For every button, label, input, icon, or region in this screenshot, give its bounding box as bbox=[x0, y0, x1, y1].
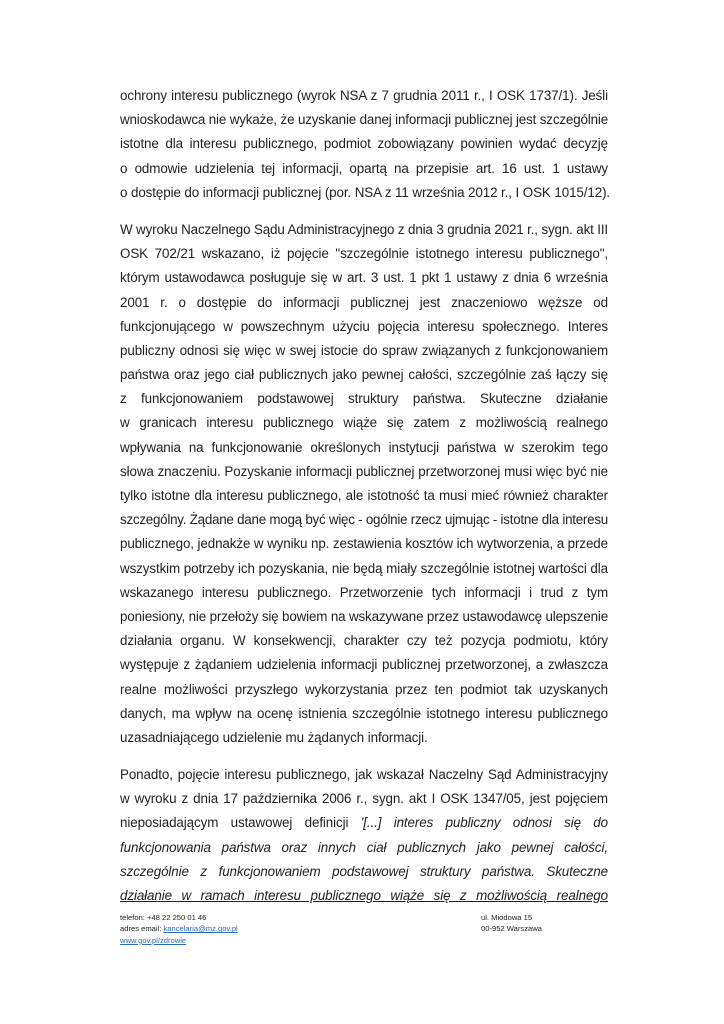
paragraph-3 bbox=[120, 763, 608, 908]
plain-text: nieposiadającym ustawowej definicji bbox=[120, 815, 361, 831]
text-line: działania organu. W konsekwencji, charakter czy też pozycja podmiotu, który bbox=[120, 633, 608, 649]
quoted-line: szczególnie z funkcjonowaniem podstawowej struktury państwa. Skuteczne bbox=[120, 863, 608, 879]
text-line: w wyroku z dnia 17 października 2006 r., sygn. akt I OSK 1347/05, jest pojęciem bbox=[120, 791, 608, 807]
text-line: uzasadniającego udzielenie mu żądanych informacji. bbox=[120, 729, 428, 745]
text-line: ochrony interesu publicznego (wyrok NSA z 7 grudnia 2011 r., I OSK 1737/1). Jeśli bbox=[120, 88, 608, 103]
paragraph-1 bbox=[120, 84, 611, 205]
email-link[interactable]: kancelaria@mz.gov.pl bbox=[163, 924, 238, 934]
address-street: ul. Miodowa 15 bbox=[481, 913, 533, 922]
text-line: publicznego, jednakże w wyniku np. zestawienia kosztów ich wytworzenia, a przede bbox=[120, 536, 608, 552]
text-line: wnioskodawca nie wykaże, że uzyskanie danej informacji publicznej jest szczególnie bbox=[120, 112, 608, 128]
text-line: Ponadto, pojęcie interesu publicznego, jak wskazał Naczelny Sąd Administracyjny bbox=[120, 767, 608, 783]
footer-email-label: adres email: bbox=[120, 924, 164, 934]
text-line: publiczny odnosi się więc w swej istocie do spraw związanych z funkcjonowaniem bbox=[120, 342, 608, 358]
text-line: 2001 r. o dostępie do informacji publicznej jest znaczeniowo węższe od bbox=[120, 294, 608, 310]
text-line: W wyroku Naczelnego Sądu Administracyjnego z dnia 3 grudnia 2021 r., sygn. akt III bbox=[120, 221, 608, 237]
footer-address bbox=[481, 912, 542, 935]
text-line: istotne dla interesu publicznego, podmiot zobowiązany powinien wydać decyzję bbox=[120, 136, 608, 152]
text-line: realne możliwości przyszłego wykorzystania przez ten podmiot tak uzyskanych bbox=[120, 681, 608, 697]
text-line: z funkcjonowaniem podstawowej struktury państwa. Skuteczne działanie bbox=[120, 391, 608, 407]
text-line: występuje z żądaniem udzielenia informacji publicznej przetworzonej, a zwłaszcza bbox=[120, 657, 608, 673]
address-city: 00-952 Warszawa bbox=[481, 924, 542, 934]
text-line: OSK 702/21 wskazano, iż pojęcie "szczególnie istotnego interesu publicznego", bbox=[120, 246, 608, 262]
text-line: państwa oraz jego ciał publicznych jako pewnej całości, szczególnie zaś łączy się bbox=[120, 367, 608, 383]
quoted-underlined-line: działanie w ramach interesu publicznego wiąże się z możliwością realnego bbox=[120, 888, 608, 903]
footer-email-row bbox=[120, 923, 238, 934]
website-link[interactable]: www.gov.pl/zdrowie bbox=[120, 935, 187, 945]
footer-contact bbox=[120, 912, 238, 946]
document-page bbox=[120, 84, 611, 921]
text-line: tylko istotne dla interesu publicznego, ale istotność ta musi mieć również charakter bbox=[120, 488, 608, 503]
text-line: funkcjonującego w powszechnym użyciu pojęcia interesu społecznego. Interes bbox=[120, 318, 608, 334]
text-line-mixed bbox=[120, 811, 608, 835]
text-line: danych, ma wpływ na ocenę istnienia szczególnie istotnego interesu publicznego bbox=[120, 705, 608, 721]
text-line: o dostępie do informacji publicznej (por. NSA z 11 września 2012 r., I OSK 1015/12). bbox=[120, 184, 611, 200]
quoted-text: '[...] interes publiczny odnosi się do bbox=[360, 815, 609, 831]
text-line: szczególny. Żądane dane mogą być więc - ogólnie rzecz ujmując - istotne dla interesu bbox=[120, 512, 608, 528]
quoted-line: funkcjonowania państwa oraz innych ciał publicznych jako pewnej całości, bbox=[120, 839, 608, 855]
text-line: poniesiony, nie przełoży się bowiem na wskazywane przez ustawodawcę ulepszenie bbox=[120, 608, 608, 624]
footer-phone: telefon: +48 22 250 01 46 bbox=[120, 913, 207, 922]
text-line: w granicach interesu publicznego wiąże się zatem z możliwością realnego bbox=[120, 415, 608, 431]
paragraph-2 bbox=[120, 218, 608, 750]
text-line: wskazanego interesu publicznego. Przetworzenie tych informacji i trud z tym bbox=[120, 584, 608, 600]
text-line: słowa znaczeniu. Pozyskanie informacji publicznej przetworzonej musi więc być nie bbox=[120, 463, 608, 479]
text-line: wszystkim potrzeby ich pozyskania, nie będą miały szczególnie istotnej wartości dla bbox=[120, 560, 608, 576]
text-line: którym ustawodawca posługuje się w art. 3 ust. 1 pkt 1 ustawy z dnia 6 września bbox=[120, 270, 608, 286]
text-line: wpływania na funkcjonowanie określonych instytucji państwa w szerokim tego bbox=[120, 439, 608, 455]
text-line: o odmowie udzielenia tej informacji, opartą na przepisie art. 16 ust. 1 ustawy bbox=[120, 160, 608, 176]
